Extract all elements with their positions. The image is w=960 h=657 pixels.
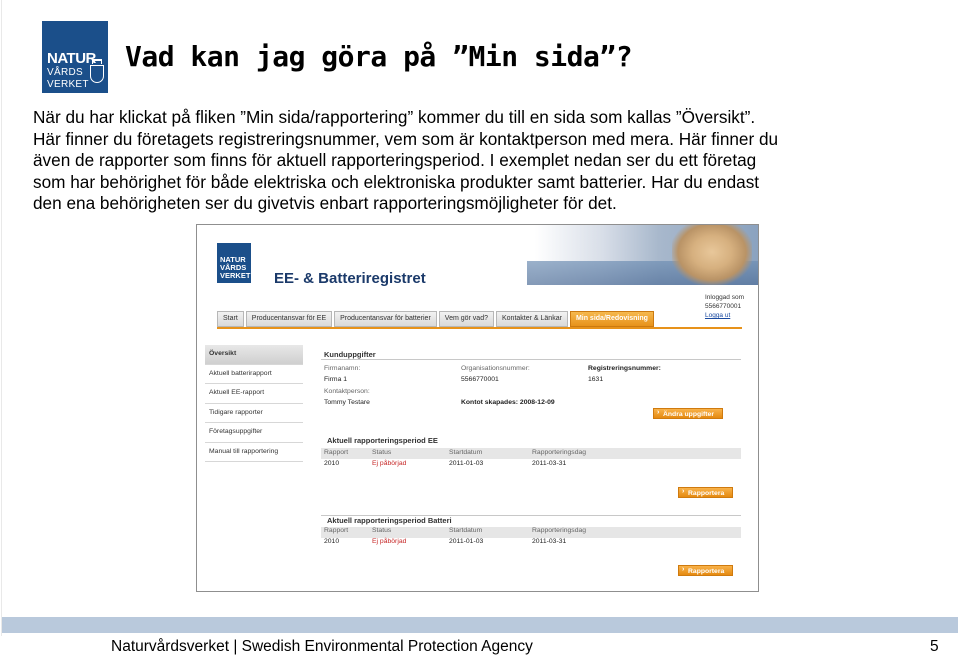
- battery-row-startdatum: 2011-01-03: [449, 538, 484, 545]
- footer-text: Naturvårdsverket | Swedish Environmental Protection Agency: [111, 638, 533, 655]
- login-status: Inloggad som: [704, 294, 744, 301]
- sidebar-item-batterirapport[interactable]: Aktuell batterirapport: [205, 365, 303, 385]
- crest-icon: [90, 65, 104, 83]
- app-title: EE- & Batteriregistret: [274, 270, 426, 287]
- tab-producentansvar-batterier[interactable]: Producentansvar för batterier: [334, 311, 437, 327]
- slide-border: [1, 0, 2, 636]
- reg-number-value: 1631: [588, 376, 604, 383]
- col-rapport: Rapport: [324, 527, 349, 534]
- logo-line-3: VERKET: [47, 79, 89, 90]
- company-name-label: Firmanamn:: [324, 365, 361, 372]
- naturvardsverket-logo: [42, 21, 108, 93]
- col-rapporteringsdag: Rapporteringsdag: [532, 449, 587, 456]
- battery-row-rapporteringsdag: 2011-03-31: [532, 538, 567, 545]
- contact-label: Kontaktperson:: [324, 388, 370, 395]
- logo-line-1: NATUR: [47, 50, 96, 67]
- change-details-button[interactable]: › Ändra uppgifter: [653, 408, 723, 419]
- slide-title: Vad kan jag göra på ”Min sida”?: [125, 40, 633, 73]
- battery-row-status: Ej påbörjad: [372, 538, 407, 545]
- period-battery-heading: Aktuell rapporteringsperiod Batteri: [327, 516, 452, 525]
- ee-row-startdatum: 2011-01-03: [449, 460, 484, 467]
- ee-row-rapport: 2010: [324, 460, 340, 467]
- col-rapporteringsdag: Rapporteringsdag: [532, 527, 587, 534]
- ee-row-rapporteringsdag: 2011-03-31: [532, 460, 567, 467]
- company-name-value: Firma 1: [324, 376, 348, 383]
- customer-heading: Kunduppgifter: [324, 350, 376, 359]
- footer-band: [2, 617, 958, 633]
- col-status: Status: [372, 527, 392, 534]
- ee-row-status: Ej påbörjad: [372, 460, 407, 467]
- page-number: 5: [930, 638, 939, 655]
- org-number-value: 5566770001: [461, 376, 499, 383]
- tab-vem-gor-vad[interactable]: Vem gör vad?: [439, 311, 494, 327]
- sidebar-item-manual[interactable]: Manual till rapportering: [205, 443, 303, 463]
- app-logo[interactable]: NATUR VÅRDS VERKET: [217, 243, 251, 283]
- paragraph-line: Här finner du företagets registreringsnummer, vem som är kontaktperson med mera. Här finner du: [33, 128, 779, 149]
- paragraph-line: den ena behörigheten ser du givetvis enbart rapporteringsmöjligheter för det.: [33, 193, 617, 213]
- period-ee-heading: Aktuell rapporteringsperiod EE: [327, 436, 438, 445]
- customer-divider: [321, 359, 741, 360]
- col-rapport: Rapport: [324, 449, 349, 456]
- reg-number-label: Registreringsnummer:: [588, 365, 661, 372]
- sidebar-item-tidigare-rapporter[interactable]: Tidigare rapporter: [205, 404, 303, 424]
- col-startdatum: Startdatum: [449, 527, 483, 534]
- person-photo: [672, 225, 752, 285]
- login-box: [705, 293, 744, 320]
- tab-producentansvar-ee[interactable]: Producentansvar för EE: [246, 311, 332, 327]
- app-screenshot: [196, 224, 759, 592]
- report-ee-button[interactable]: › Rapportera: [678, 487, 733, 498]
- body-paragraph: [33, 107, 943, 215]
- col-status: Status: [372, 449, 392, 456]
- account-created: Kontot skapades: 2008-12-09: [461, 399, 555, 406]
- sidebar-item-ee-rapport[interactable]: Aktuell EE-rapport: [205, 384, 303, 404]
- org-number-label: Organisationsnummer:: [461, 365, 530, 372]
- tab-underline: [217, 327, 742, 329]
- tab-kontakter[interactable]: Kontakter & Länkar: [496, 311, 568, 327]
- login-org-number: 5566770001: [704, 303, 742, 310]
- main-tabs: [217, 311, 654, 327]
- paragraph-line: När du har klickat på fliken ”Min sida/rapportering” kommer du till en sida som kallas ”Översikt”.: [33, 107, 756, 127]
- contact-value: Tommy Testare: [324, 399, 370, 406]
- col-startdatum: Startdatum: [449, 449, 483, 456]
- tab-min-sida[interactable]: Min sida/Redovisning: [570, 311, 654, 327]
- paragraph-line: som har behörighet för både elektriska och elektroniska produkter samt batterier. Har du endast: [33, 171, 760, 192]
- sidebar-item-foretagsuppgifter[interactable]: Företagsuppgifter: [205, 423, 303, 443]
- tab-start[interactable]: Start: [217, 311, 244, 327]
- paragraph-line: även de rapporter som finns för aktuell rapporteringsperiod. I exemplet nedan ser du ett företag: [33, 150, 757, 170]
- side-navigation: [205, 345, 303, 462]
- battery-row-rapport: 2010: [324, 538, 340, 545]
- sidebar-item-oversikt[interactable]: Översikt: [205, 345, 303, 365]
- logout-link[interactable]: Logga ut: [704, 312, 731, 319]
- report-battery-button[interactable]: › Rapportera: [678, 565, 733, 576]
- logo-line-2: VÅRDS: [47, 67, 83, 78]
